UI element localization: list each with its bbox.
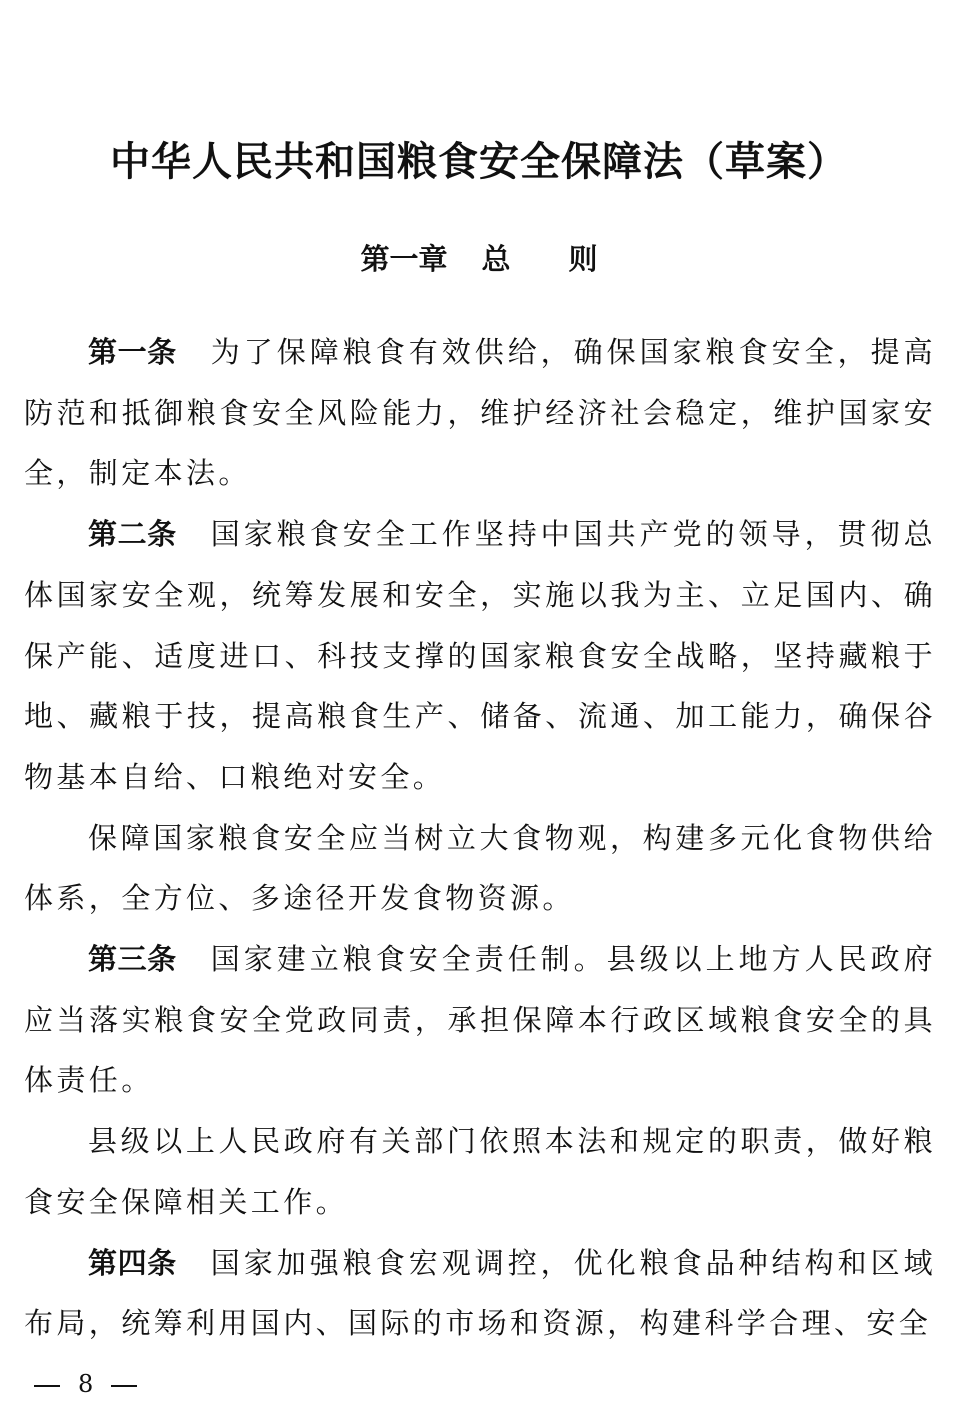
article-4-paragraph	[24, 1233, 936, 1354]
document-title: 中华人民共和国粮食安全保障法（草案）	[110, 138, 848, 185]
document-body	[24, 322, 936, 1354]
article-4-label: 第四条	[88, 1245, 177, 1280]
article-2-text-2: 保障国家粮食安全应当树立大食物观，构建多元化食物供给体系，全方位、多途径开发食物资源。	[24, 820, 936, 916]
article-3-text: 国家建立粮食安全责任制。县级以上地方人民政府应当落实粮食安全党政同责，承担保障本行政区域粮食安全的具体责任。	[24, 942, 936, 1098]
article-1-text: 为了保障粮食有效供给，确保国家粮食安全，提高防范和抵御粮食安全风险能力，维护经济社会稳定，维护国家安全，制定本法。	[24, 335, 936, 491]
article-2-label: 第二条	[88, 517, 177, 552]
article-3-paragraph-2	[24, 1111, 936, 1232]
article-1-label: 第一条	[88, 335, 177, 369]
chapter-label: 第一章	[360, 242, 448, 276]
article-2-paragraph-2	[24, 808, 936, 929]
page-footer	[34, 1364, 137, 1404]
chapter-name-part1: 总	[481, 242, 511, 276]
page-number: 8	[78, 1370, 94, 1398]
article-4-text: 国家加强粮食宏观调控，优化粮食品种结构和区域布局，统筹利用国内、国际的市场和资源，构建科学合理、安全	[24, 1245, 936, 1341]
article-2-paragraph	[24, 504, 936, 808]
article-3-text-2: 县级以上人民政府有关部门依照本法和规定的职责，做好粮食安全保障相关工作。	[24, 1124, 936, 1219]
article-1-paragraph	[24, 322, 936, 504]
article-2-text: 国家粮食安全工作坚持中国共产党的领导，贯彻总体国家安全观，统筹发展和安全，实施以我为主、立足国内、确保产能、适度进口、科技支撑的国家粮食安全战略，坚持藏粮于地、藏粮于技，提高粮食生产、储备、流通、加工能力，确保谷物基本自给、口粮绝对安全。	[24, 517, 936, 794]
article-3-label: 第三条	[88, 942, 177, 977]
article-3-paragraph	[24, 929, 936, 1111]
chapter-heading	[0, 234, 958, 284]
footer-dash-left	[34, 1385, 60, 1387]
chapter-name-part2: 则	[568, 242, 598, 276]
footer-dash-right	[111, 1385, 137, 1387]
